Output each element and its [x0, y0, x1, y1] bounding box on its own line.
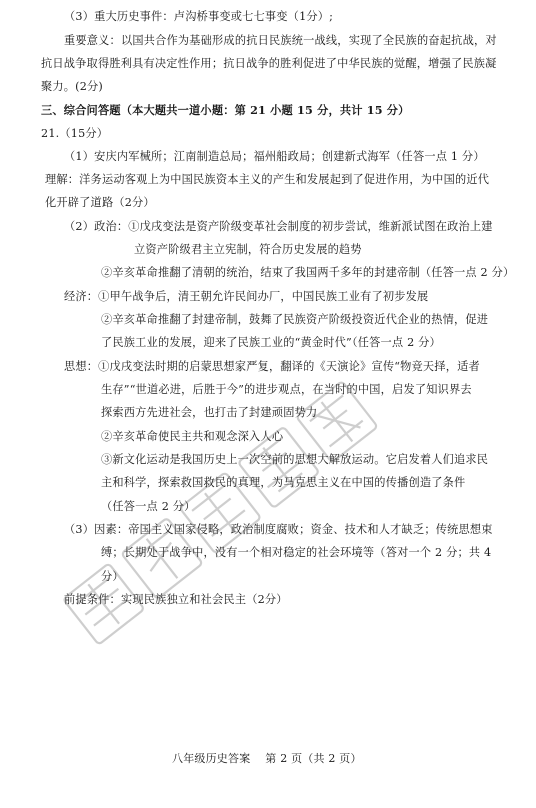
q21-politics-2: ②辛亥革命推翻了清朝的统治，结束了我国两千多年的封建帝制（任答一点 2 分）	[101, 266, 515, 279]
q21-part1-answer: （1）安庆内军械所；江南制造总局；福州船政局；创建新式海军（任答一点 1 分）	[64, 150, 485, 163]
q21-economy-2b: 了民族工业的发展，迎来了民族工业的“黄金时代”（任答一点 2 分）	[101, 336, 441, 349]
q21-thought-3b: 主和科学，探索救国救民的真理，为马克思主义在中国的传播创造了条件	[101, 476, 466, 489]
q21-part3-factors-c: 分）	[101, 570, 124, 583]
section-three-heading: 三、综合问答题（本大题共一道小题：第 21 小题 15 分，共计 15 分）	[41, 103, 410, 117]
q21-understanding-line-1: 理解：洋务运动客观上为中国民族资本主义的产生和发展起到了促进作用，为中国的近代	[45, 173, 490, 186]
question-21-heading: 21.（15分）	[41, 127, 109, 140]
significance-line-1: 重要意义：以国共合作为基础形成的抗日民族统一战线，实现了全民族的奋起抗战，对	[64, 34, 497, 47]
q21-precondition: 前提条件：实现民族独立和社会民主（2分）	[64, 593, 288, 606]
q21-economy-1: 经济：①甲午战争后，清王朝允许民间办厂，中国民族工业有了初步发展	[64, 290, 429, 303]
q3-historical-event: （3）重大历史事件：卢沟桥事变或七七事变（1分）;	[64, 10, 334, 23]
page-footer: 八年级历史答案 第 2 页（共 2 页）	[172, 752, 362, 765]
q21-thought-3a: ③新文化运动是我国历史上一次空前的思想大解放运动。它启发着人们追求民	[101, 453, 489, 466]
q21-politics-1a: （2）政治：①戊戌变法是资产阶级变革社会制度的初步尝试，维新派试图在政治上建	[64, 220, 493, 233]
significance-line-2: 抗日战争取得胜利具有决定性作用；抗日战争的胜利促进了中华民族的觉醒，增强了民族凝	[41, 57, 497, 70]
q21-thought-1b: 生存”“世道必进，后胜于今”的进步观点，在当时的中国，启发了知识界去	[101, 383, 472, 396]
q21-thought-1c: 探索西方先进社会，也打击了封建顽固势力	[101, 406, 318, 419]
q21-part3-factors-a: （3）因素：帝国主义国家侵略，政治制度腐败；资金、技术和人才缺乏；传统思想束	[64, 523, 493, 536]
q21-thought-1a: 思想：①戊戌变法时期的启蒙思想家严复，翻译的《天演论》宣传“物竞天择，适者	[64, 360, 480, 373]
q21-economy-2a: ②辛亥革命推翻了封建帝制，鼓舞了民族资产阶级投资近代企业的热情，促进	[101, 313, 489, 326]
q21-politics-1b: 立资产阶级君主立宪制，符合历史发展的趋势	[134, 243, 362, 256]
significance-line-3: 聚力。(2分)	[41, 80, 103, 93]
q21-thought-2: ②辛亥革命使民主共和观念深入人心	[101, 430, 284, 443]
q21-part3-factors-b: 缚；长期处于战争中，没有一个相对稳定的社会环境等（答对一个 2 分；共 4	[101, 546, 492, 559]
q21-thought-3c: （任答一点 2 分）	[101, 500, 196, 513]
q21-understanding-line-2: 化开辟了道路（2分）	[45, 196, 155, 209]
